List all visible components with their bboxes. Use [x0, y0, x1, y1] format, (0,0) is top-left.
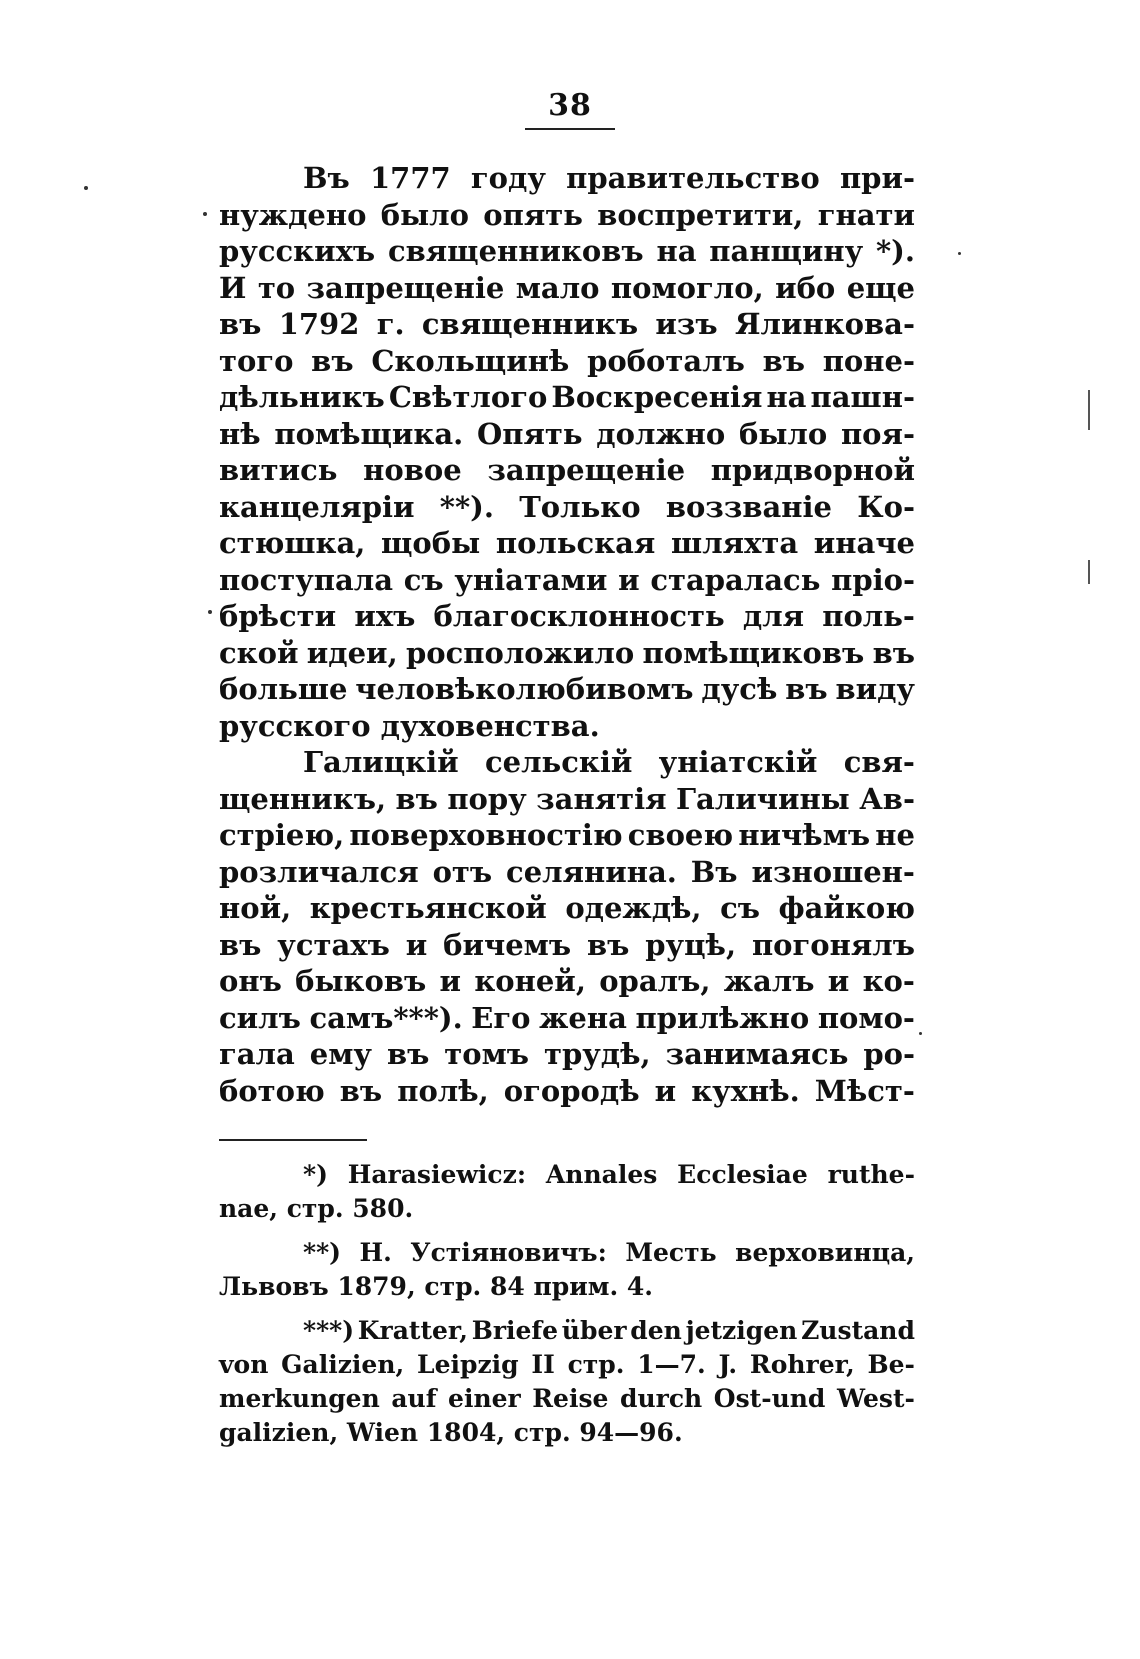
- word: Ав-: [859, 781, 915, 816]
- text-line: [219, 343, 915, 380]
- word: дусѣ: [701, 672, 778, 706]
- word: поне-: [822, 343, 915, 378]
- word: запрещеніе: [306, 270, 505, 305]
- word: розличался: [219, 854, 419, 889]
- word: ***): [303, 1316, 355, 1345]
- word: сельскій: [484, 745, 633, 779]
- scan-speck: [1088, 560, 1090, 584]
- word: витись: [219, 453, 338, 487]
- word: пору: [447, 781, 527, 816]
- word: на: [766, 380, 807, 414]
- word: Ко-: [857, 489, 915, 524]
- word: помо-: [817, 1000, 915, 1035]
- word: томъ: [444, 1037, 530, 1071]
- word: ро-: [863, 1037, 915, 1071]
- word: росположило: [405, 635, 635, 670]
- word: ко-: [862, 964, 915, 998]
- word: устахъ: [277, 927, 390, 962]
- word: щенникъ,: [219, 781, 387, 816]
- word: Въ: [303, 161, 350, 195]
- word: благосклонность: [433, 599, 725, 633]
- word: durch: [620, 1384, 703, 1413]
- word: идеи,: [306, 635, 398, 670]
- word: въ: [386, 1037, 430, 1071]
- word: опять: [483, 197, 583, 232]
- word: селянина.: [506, 854, 677, 889]
- text-line: [219, 781, 915, 818]
- word: придворной: [710, 453, 915, 487]
- word: ничѣмъ: [738, 818, 871, 852]
- footnote-line: [219, 1382, 915, 1416]
- word: священниковъ: [387, 234, 644, 268]
- word: человѣколюбивомъ: [355, 672, 694, 706]
- text-line: [219, 1000, 915, 1037]
- word: **).: [439, 489, 494, 524]
- text-line: [219, 671, 915, 708]
- word: пашн-: [810, 380, 915, 414]
- word: году: [470, 161, 546, 195]
- word: и: [439, 964, 462, 998]
- word: помѣщика.: [274, 416, 464, 451]
- word: Его: [471, 1000, 531, 1035]
- text-line: [219, 927, 915, 964]
- word: Галицкій: [303, 745, 459, 779]
- word: Reise: [532, 1384, 609, 1413]
- word: *).: [876, 234, 915, 268]
- word: Annales: [545, 1160, 658, 1189]
- text-line: [219, 598, 915, 635]
- word: уніатами: [454, 562, 608, 597]
- text-line: [219, 525, 915, 562]
- word: должно: [596, 416, 726, 451]
- word: огородѣ: [503, 1073, 640, 1108]
- word: воспретити,: [597, 197, 804, 232]
- word: Н.: [359, 1238, 392, 1267]
- text-line: [219, 233, 915, 270]
- word: силъ: [219, 1000, 301, 1035]
- word: ему: [309, 1037, 372, 1071]
- word: помогло,: [610, 270, 764, 305]
- text-line: [219, 270, 915, 307]
- footnote-line: Львовъ 1879, стр. 84 прим. 4.: [219, 1272, 653, 1301]
- text-line: русского духовенства.: [219, 708, 600, 743]
- word: еще: [846, 270, 915, 305]
- scan-speck: [1088, 390, 1090, 430]
- scan-speck: [919, 1032, 922, 1035]
- word: кухнѣ.: [691, 1073, 800, 1108]
- word: своею: [627, 818, 734, 852]
- word: Галичины: [675, 781, 850, 816]
- footnote-line: [219, 1236, 915, 1270]
- word: воззваніе: [665, 489, 832, 524]
- word: дѣльникъ: [219, 380, 385, 414]
- word: новое: [363, 453, 462, 487]
- footnote: [219, 1158, 915, 1226]
- word: коней,: [474, 964, 586, 998]
- footnote-line: galizien, Wien 1804, стр. 94—96.: [219, 1418, 683, 1447]
- text-line: [219, 890, 915, 927]
- word: то: [257, 270, 296, 305]
- word: русскихъ: [219, 234, 376, 268]
- word: было: [380, 197, 469, 232]
- word: den: [630, 1316, 682, 1345]
- text-line: [219, 306, 915, 343]
- word: въ: [395, 781, 438, 816]
- word: съ: [403, 562, 444, 597]
- word: файкою: [778, 891, 915, 925]
- word: Опять: [476, 416, 583, 451]
- word: бичемъ: [443, 927, 572, 962]
- footnote-line: nae, стр. 580.: [219, 1194, 414, 1223]
- word: того: [219, 343, 294, 378]
- word: въ: [219, 307, 262, 341]
- word: Zustand: [801, 1316, 915, 1345]
- word: ной,: [219, 891, 292, 925]
- text-line: [219, 854, 915, 891]
- word: über: [561, 1316, 627, 1345]
- word: на: [656, 234, 697, 268]
- footnotes: [219, 1158, 915, 1450]
- word: мало: [515, 270, 600, 305]
- word: и: [618, 562, 640, 597]
- word: Мѣст-: [814, 1073, 915, 1108]
- word: отъ: [432, 854, 493, 889]
- word: **): [303, 1238, 341, 1267]
- word: больше: [219, 672, 348, 706]
- word: старалась: [650, 562, 821, 597]
- word: прилѣжно: [635, 1000, 810, 1035]
- word: II: [531, 1350, 555, 1379]
- scan-speck: [203, 212, 207, 216]
- text-line: [219, 562, 915, 599]
- word: панщину: [709, 234, 864, 268]
- word: Месть: [625, 1238, 717, 1267]
- word: въ: [586, 927, 630, 962]
- word: West-: [836, 1384, 915, 1413]
- word: щобы: [381, 526, 481, 560]
- word: и: [405, 927, 428, 962]
- word: ибо: [775, 270, 836, 305]
- word: гала: [219, 1037, 295, 1071]
- word: ruthe-: [827, 1160, 915, 1189]
- word: оралъ,: [599, 964, 711, 998]
- word: шляхта: [671, 526, 799, 560]
- word: помѣщиковъ: [642, 635, 865, 670]
- word: канцеляріи: [219, 489, 415, 524]
- scan-speck: [958, 252, 961, 255]
- scan-speck: [84, 186, 88, 190]
- word: въ: [762, 343, 805, 378]
- word: руцѣ,: [645, 927, 737, 962]
- word: стюшка,: [219, 526, 366, 560]
- text-line: [219, 963, 915, 1000]
- word: погонялъ: [751, 927, 915, 962]
- word: занятія: [536, 781, 667, 816]
- word: Leipzig: [416, 1350, 519, 1379]
- main-text: [219, 160, 915, 1109]
- page-number: 38: [548, 88, 592, 123]
- word: жалъ: [723, 964, 815, 998]
- word: Be-: [867, 1350, 915, 1379]
- word: въ: [785, 672, 828, 706]
- word: ской: [219, 635, 299, 670]
- word: Harasiewicz:: [347, 1160, 527, 1189]
- word: съ: [720, 891, 760, 925]
- word: было: [739, 416, 828, 451]
- word: въ: [339, 1073, 383, 1108]
- word: Скольщинѣ: [371, 343, 570, 378]
- text-line: [219, 416, 915, 453]
- word: Kratter,: [357, 1316, 468, 1345]
- word: и: [827, 964, 850, 998]
- word: Только: [519, 489, 641, 524]
- word: поверховностію: [349, 818, 623, 852]
- word: Ялинкова-: [734, 307, 915, 341]
- word: einer: [448, 1384, 521, 1413]
- word: Ecclesiae: [677, 1160, 808, 1189]
- word: уніатскій: [658, 745, 818, 779]
- word: изношен-: [751, 854, 915, 889]
- word: въ: [311, 343, 354, 378]
- word: merkungen: [219, 1384, 380, 1413]
- word: запрещеніе: [487, 453, 686, 487]
- footnote: [219, 1314, 915, 1450]
- word: правительство: [566, 161, 820, 195]
- word: нѣ: [219, 416, 261, 451]
- footnote-line: [219, 1158, 915, 1192]
- word: поступала: [219, 562, 394, 597]
- word: г.: [376, 307, 405, 341]
- word: J.: [718, 1350, 738, 1379]
- word: И: [219, 270, 247, 305]
- word: 1—7.: [637, 1350, 706, 1379]
- word: гнати: [817, 197, 915, 232]
- text-line: [219, 197, 915, 234]
- text-line: [219, 160, 915, 197]
- word: трудѣ,: [544, 1037, 651, 1071]
- word: 1777: [369, 161, 451, 195]
- text-line: [219, 489, 915, 526]
- word: быковъ: [295, 964, 427, 998]
- word: Воскресенія: [551, 380, 763, 414]
- word: виду: [835, 672, 915, 706]
- word: стріею,: [219, 818, 345, 852]
- word: польская: [495, 526, 656, 560]
- word: брѣсти: [219, 599, 337, 633]
- footnote-separator: [219, 1139, 367, 1141]
- footnote: [219, 1236, 915, 1304]
- word: при-: [839, 161, 915, 195]
- text-line: [219, 817, 915, 854]
- word: не: [875, 818, 915, 852]
- word: верховинца,: [735, 1238, 915, 1267]
- word: auf: [391, 1384, 437, 1413]
- word: jetzigen: [685, 1316, 798, 1345]
- word: свя-: [843, 745, 915, 779]
- word: стр.: [567, 1350, 625, 1379]
- page-number-rule: [525, 128, 615, 130]
- word: въ: [872, 635, 915, 670]
- text-line: [219, 1036, 915, 1073]
- word: крестьянской: [309, 891, 547, 925]
- word: Briefe: [471, 1316, 559, 1345]
- word: поль-: [822, 599, 915, 633]
- word: въ: [219, 927, 262, 962]
- word: Rohrer,: [749, 1350, 855, 1379]
- scan-speck: [208, 610, 212, 614]
- word: 1792: [278, 307, 360, 341]
- word: священникъ: [421, 307, 639, 341]
- word: Galizien,: [281, 1350, 405, 1379]
- word: изъ: [655, 307, 718, 341]
- text-line: [219, 744, 915, 781]
- word: *): [303, 1160, 328, 1189]
- word: Свѣтлого: [388, 380, 548, 414]
- footnote-gap: [219, 1304, 915, 1314]
- word: von: [219, 1350, 269, 1379]
- word: ботою: [219, 1073, 325, 1108]
- word: полѣ,: [397, 1073, 489, 1108]
- word: поя-: [840, 416, 915, 451]
- word: нуждено: [219, 197, 367, 232]
- text-line: [219, 452, 915, 489]
- text-line: [219, 379, 915, 416]
- word: занимаясь: [665, 1037, 849, 1071]
- word: самъ***).: [309, 1000, 463, 1035]
- word: иначе: [813, 526, 915, 560]
- word: и: [654, 1073, 677, 1108]
- word: Ost-und: [713, 1384, 826, 1413]
- word: роботалъ: [587, 343, 745, 378]
- text-line: [219, 635, 915, 672]
- footnote-line: [219, 1314, 915, 1348]
- footnote-gap: [219, 1226, 915, 1236]
- word: жена: [539, 1000, 627, 1035]
- word: Устіяновичъ:: [410, 1238, 607, 1267]
- word: пріо-: [831, 562, 915, 597]
- word: для: [742, 599, 805, 633]
- footnote-line: [219, 1348, 915, 1382]
- word: Въ: [690, 854, 738, 889]
- word: онъ: [219, 964, 282, 998]
- word: одеждѣ,: [565, 891, 702, 925]
- text-line: [219, 1073, 915, 1110]
- word: ихъ: [354, 599, 416, 633]
